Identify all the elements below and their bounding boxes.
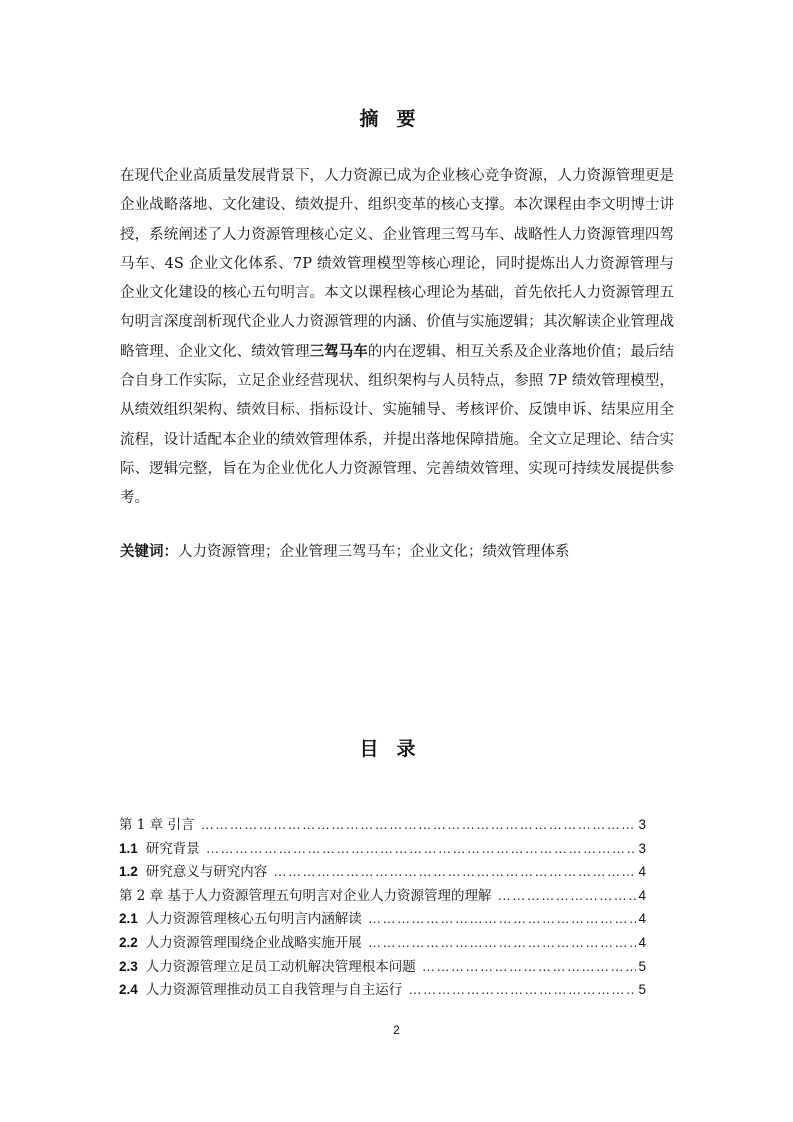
toc-heading: 目录 bbox=[359, 738, 434, 760]
keywords-values: 人力资源管理；企业管理三驾马车；企业文化；绩效管理体系 bbox=[178, 544, 570, 560]
toc-entry-page: 5 bbox=[638, 982, 646, 998]
abstract-body bbox=[120, 162, 674, 514]
toc-entry-title: 研究背景 bbox=[145, 840, 200, 857]
toc-entry-title: 第 2 章 基于人力资源管理五句明言对企业人力资源管理的理解 bbox=[119, 887, 492, 904]
page-number: 2 bbox=[393, 1023, 400, 1037]
toc-entry-page: 4 bbox=[638, 911, 646, 927]
toc-entry[interactable] bbox=[119, 884, 646, 908]
toc-entry-title: 人力资源管理核心五句明言内涵解读 bbox=[145, 911, 362, 928]
toc-entry-number: 1.1 bbox=[119, 840, 138, 856]
toc-leader-dots bbox=[408, 978, 636, 1002]
toc-entry[interactable] bbox=[119, 860, 646, 884]
toc-entry-number: 2.4 bbox=[119, 982, 138, 998]
toc-entry-number: 1.2 bbox=[119, 864, 138, 880]
toc-entry-page: 3 bbox=[638, 817, 646, 832]
toc-entry-page: 4 bbox=[638, 864, 646, 880]
toc-leader-dots bbox=[497, 884, 636, 908]
toc-entry-number: 2.3 bbox=[119, 958, 138, 974]
toc-leader-dots bbox=[273, 860, 636, 884]
keywords-label: 关键词： bbox=[120, 544, 178, 560]
toc-leader-dots bbox=[206, 837, 637, 861]
toc-entry-number: 2.1 bbox=[119, 911, 138, 927]
toc-entry[interactable] bbox=[119, 837, 646, 861]
abstract-text-part-1: 在现代企业高质量发展背景下，人力资源已成为企业核心竞争资源，人力资源管理更是企业战略落地、文化建设、绩效提升、组织变革的核心支撑。本次课程由李文明博士讲授，系统阐述了人力资源管理核心定义、企业管理三驾马车、战略性人力资源管理四驾马车、4S 企业文化体系、7P 绩效管理模型等核心理论，同时提炼出人力资源管理与企业文化建设的核心五句明言。本文以课程核心理论为基础，首先依托人力资源管理五句明言深度剖析现代企业人力资源管理的内涵、价值与实施逻辑；其次解读企业管理战略管理、企业文化、绩效管理 bbox=[120, 168, 674, 360]
toc-entry-title: 人力资源管理推动员工自我管理与自主运行 bbox=[145, 982, 403, 999]
toc-leader-dots bbox=[422, 955, 637, 979]
toc-entry-page: 5 bbox=[638, 958, 646, 974]
toc-entry[interactable] bbox=[119, 978, 646, 1002]
toc-entry[interactable] bbox=[119, 931, 646, 955]
toc-leader-dots bbox=[368, 907, 637, 931]
toc-entry-page: 4 bbox=[638, 887, 646, 903]
toc-entry[interactable] bbox=[119, 955, 646, 979]
toc-entry[interactable] bbox=[119, 813, 646, 837]
toc-entry-page: 3 bbox=[638, 840, 646, 856]
toc-entry[interactable] bbox=[119, 907, 646, 931]
toc-entry-number: 2.2 bbox=[119, 934, 138, 950]
toc-entry-title: 人力资源管理立足员工动机解决管理根本问题 bbox=[145, 958, 416, 975]
abstract-text-part-2: 的内在逻辑、相互关系及企业落地价值；最后结合自身工作实际，立足企业经营现状、组织架构与人员特点，参照 7P 绩效管理模型，从绩效组织架构、绩效目标、指标设计、实施辅导、考核评价、反馈申诉、结果应用全流程，设计适配本企业的绩效管理体系，并提出落地保障措施。全文立足理论、结合实际、逻辑完整，旨在为企业优化人力资源管理、完善绩效管理、实现可持续发展提供参考。 bbox=[120, 343, 675, 507]
abstract-heading: 摘要 bbox=[359, 108, 434, 130]
toc-entry-title: 人力资源管理围绕企业战略实施开展 bbox=[145, 934, 362, 951]
table-of-contents bbox=[119, 813, 646, 1002]
toc-leader-dots bbox=[200, 813, 636, 837]
toc-entry-page: 4 bbox=[638, 934, 646, 950]
toc-leader-dots bbox=[368, 931, 637, 955]
keywords-line bbox=[120, 540, 680, 564]
abstract-bold-term: 三驾马车 bbox=[309, 343, 368, 360]
toc-entry-title: 第 1 章 引言 bbox=[119, 817, 195, 833]
toc-entry-title: 研究意义与研究内容 bbox=[145, 864, 268, 881]
